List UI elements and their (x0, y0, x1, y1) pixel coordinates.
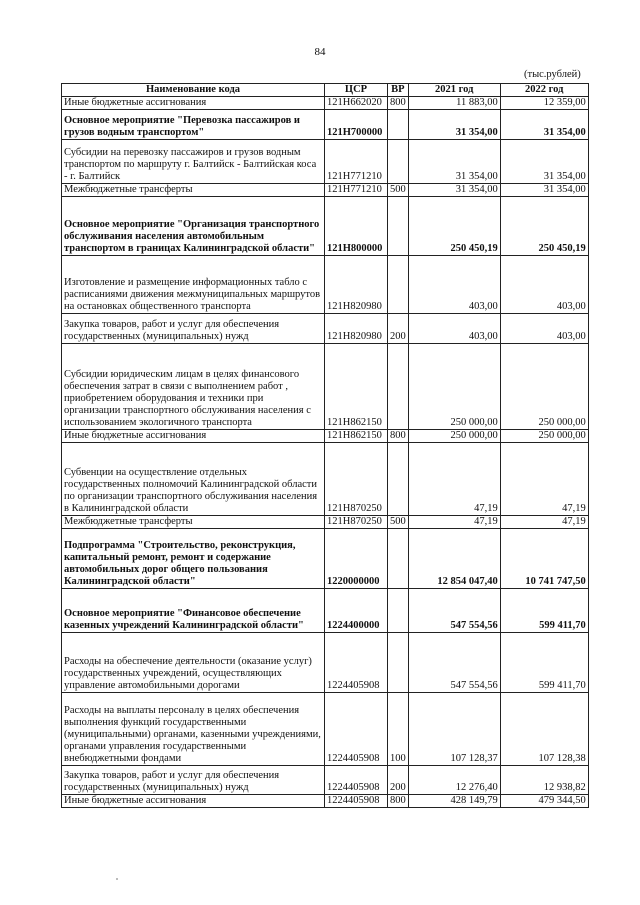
row-2022: 250 450,19 (500, 197, 588, 256)
row-2022: 12 359,00 (500, 97, 588, 110)
row-name: Расходы на выплаты персоналу в целях обеспечения выполнения функций государственными (муниципальными) органами, казенными учреждениями, органами управления государственными внебюджетными фондами (62, 693, 325, 766)
row-2022: 403,00 (500, 314, 588, 344)
row-2021: 250 450,19 (408, 197, 500, 256)
row-vr: 100 (388, 693, 409, 766)
row-name: Изготовление и размещение информационных табло с расписаниями движения межмуниципальных маршрутов на остановках общественного транспорта (62, 256, 325, 314)
row-name: Расходы на обеспечение деятельности (оказание услуг) государственных учреждений, осуществляющих управление автомобильными дорогами (62, 633, 325, 693)
row-vr: 200 (388, 314, 409, 344)
row-2021: 47,19 (408, 516, 500, 529)
row-2022: 599 411,70 (500, 589, 588, 633)
header-vr: ВР (388, 84, 409, 97)
row-code: 1224405908 (325, 795, 388, 808)
row-2022: 250 000,00 (500, 344, 588, 430)
row-vr (388, 140, 409, 184)
row-2021: 31 354,00 (408, 110, 500, 140)
page-number: 84 (314, 46, 326, 58)
row-2022: 479 344,50 (500, 795, 588, 808)
header-2022: 2022 год (500, 84, 588, 97)
table-header-row (62, 84, 589, 97)
table-row (62, 693, 589, 766)
row-code: 1224405908 (325, 766, 388, 795)
table-row (62, 197, 589, 256)
row-vr (388, 633, 409, 693)
table-row (62, 633, 589, 693)
row-2021: 31 354,00 (408, 184, 500, 197)
row-2021: 547 554,56 (408, 633, 500, 693)
row-vr (388, 529, 409, 589)
row-2021: 31 354,00 (408, 140, 500, 184)
row-name: Субсидии на перевозку пассажиров и грузов водным транспортом по маршруту г. Балтийск - Балтийская коса - г. Балтийск (62, 140, 325, 184)
row-code: 121Н820980 (325, 256, 388, 314)
row-name: Субвенции на осуществление отдельных государственных полномочий Калининградской области по организации транспортного обслуживания населения в Калининградской области (62, 443, 325, 516)
row-vr: 500 (388, 516, 409, 529)
row-name: Закупка товаров, работ и услуг для обеспечения государственных (муниципальных) нужд (62, 314, 325, 344)
row-2021: 107 128,37 (408, 693, 500, 766)
row-name: Иные бюджетные ассигнования (62, 430, 325, 443)
row-code: 121Н700000 (325, 110, 388, 140)
row-2021: 403,00 (408, 314, 500, 344)
row-vr (388, 443, 409, 516)
row-2022: 47,19 (500, 443, 588, 516)
row-vr (388, 197, 409, 256)
row-code: 121Н662020 (325, 97, 388, 110)
row-code: 121Н870250 (325, 516, 388, 529)
budget-table (61, 83, 589, 808)
row-2022: 403,00 (500, 256, 588, 314)
table-row (62, 110, 589, 140)
row-2022: 12 938,82 (500, 766, 588, 795)
table-row (62, 256, 589, 314)
table-row (62, 430, 589, 443)
table-row (62, 184, 589, 197)
header-name: Наименование кода (62, 84, 325, 97)
table-row (62, 766, 589, 795)
row-name: Межбюджетные трансферты (62, 516, 325, 529)
table-row (62, 529, 589, 589)
row-2022: 31 354,00 (500, 110, 588, 140)
row-code: 1220000000 (325, 529, 388, 589)
row-2021: 250 000,00 (408, 430, 500, 443)
row-vr: 500 (388, 184, 409, 197)
row-code: 1224405908 (325, 633, 388, 693)
row-name: Иные бюджетные ассигнования (62, 795, 325, 808)
table-row (62, 344, 589, 430)
header-2021: 2021 год (408, 84, 500, 97)
row-code: 1224405908 (325, 693, 388, 766)
row-2022: 250 000,00 (500, 430, 588, 443)
row-vr: 800 (388, 97, 409, 110)
row-code: 121Н800000 (325, 197, 388, 256)
table-row (62, 314, 589, 344)
row-2022: 47,19 (500, 516, 588, 529)
units-label: (тыс.рублей) (524, 69, 581, 80)
header-code: ЦСР (325, 84, 388, 97)
scan-speck (116, 878, 118, 880)
row-vr (388, 256, 409, 314)
row-2021: 403,00 (408, 256, 500, 314)
row-vr: 800 (388, 795, 409, 808)
row-2021: 250 000,00 (408, 344, 500, 430)
row-vr (388, 344, 409, 430)
row-2022: 599 411,70 (500, 633, 588, 693)
row-name: Основное мероприятие "Организация транспортного обслуживания населения автомобильным транспортом в границах Калининградской области" (62, 197, 325, 256)
table-row (62, 795, 589, 808)
table-row (62, 97, 589, 110)
row-2021: 547 554,56 (408, 589, 500, 633)
table-row (62, 443, 589, 516)
row-2022: 31 354,00 (500, 140, 588, 184)
row-code: 1224400000 (325, 589, 388, 633)
row-name: Межбюджетные трансферты (62, 184, 325, 197)
row-name: Основное мероприятие "Перевозка пассажиров и грузов водным транспортом" (62, 110, 325, 140)
row-2021: 12 854 047,40 (408, 529, 500, 589)
table-row (62, 516, 589, 529)
row-name: Подпрограмма "Строительство, реконструкция, капитальный ремонт, ремонт и содержание автомобильных дорог общего пользования Калининградской области" (62, 529, 325, 589)
row-2021: 12 276,40 (408, 766, 500, 795)
table-row (62, 589, 589, 633)
row-2021: 11 883,00 (408, 97, 500, 110)
row-2021: 428 149,79 (408, 795, 500, 808)
row-vr: 800 (388, 430, 409, 443)
row-code: 121Н862150 (325, 344, 388, 430)
row-code: 121Н771210 (325, 184, 388, 197)
row-2022: 10 741 747,50 (500, 529, 588, 589)
row-name: Закупка товаров, работ и услуг для обеспечения государственных (муниципальных) нужд (62, 766, 325, 795)
row-code: 121Н870250 (325, 443, 388, 516)
row-name: Иные бюджетные ассигнования (62, 97, 325, 110)
row-name: Основное мероприятие "Финансовое обеспечение казенных учреждений Калининградской области" (62, 589, 325, 633)
row-vr (388, 589, 409, 633)
row-vr (388, 110, 409, 140)
row-vr: 200 (388, 766, 409, 795)
row-2022: 107 128,38 (500, 693, 588, 766)
row-code: 121Н820980 (325, 314, 388, 344)
table-row (62, 140, 589, 184)
row-code: 121Н771210 (325, 140, 388, 184)
row-2021: 47,19 (408, 443, 500, 516)
row-name: Субсидии юридическим лицам в целях финансового обеспечения затрат в связи с выполнением работ , приобретением оборудования и техники при организации транспортного обслуживания населения с использованием экологичного транспорта (62, 344, 325, 430)
row-code: 121Н862150 (325, 430, 388, 443)
row-2022: 31 354,00 (500, 184, 588, 197)
